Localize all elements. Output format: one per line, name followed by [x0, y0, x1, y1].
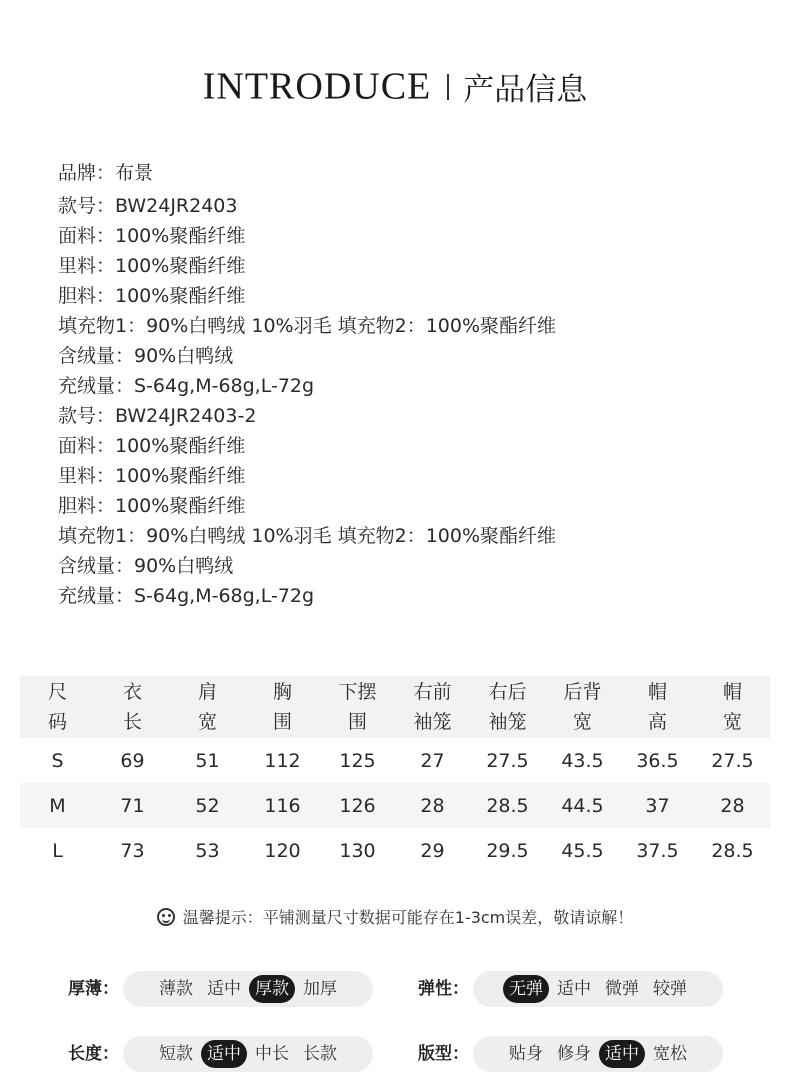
option-thin: 薄款: [159, 979, 193, 999]
column-header-line: 右前: [413, 681, 452, 703]
attribute-thickness: [68, 971, 378, 1007]
size-table: [20, 676, 770, 873]
table-row: [20, 783, 770, 828]
column-header-line: 围: [272, 711, 292, 733]
table-cell: 125: [339, 749, 376, 772]
option-pill: [473, 1036, 723, 1072]
spec-line: 面料：100%聚酯纤维: [58, 435, 246, 457]
table-cell: 29: [420, 839, 445, 862]
option-short: 短款: [159, 1044, 193, 1064]
attribute-label: 长度：: [68, 1044, 119, 1064]
spec-line: 里料：100%聚酯纤维: [58, 465, 246, 487]
column-header-line: 右后: [488, 681, 527, 703]
attribute-label: 弹性：: [418, 979, 469, 999]
column-header-line: 胸: [272, 681, 292, 703]
header-title-en: INTRODUCE: [202, 65, 432, 108]
column-header-line: 帽: [722, 681, 742, 703]
option-pill: [473, 971, 723, 1007]
tip-text: 温馨提示：平铺测量尺寸数据可能存在1-3cm误差，敬请谅解！: [182, 908, 634, 927]
spec-line: 填充物1：90%白鸭绒 10%羽毛 填充物2：100%聚酯纤维: [58, 315, 557, 337]
column-header: [320, 676, 395, 738]
option-thick-selected: 厚款: [249, 975, 295, 1003]
option-tight: 贴身: [509, 1044, 543, 1064]
table-cell: 44.5: [545, 783, 620, 828]
table-cell: 36.5: [636, 749, 679, 772]
table-cell: 53: [195, 839, 220, 862]
spec-line: 品牌：布景: [58, 162, 154, 184]
spec-line: 充绒量：S-64g,M-68g,L-72g: [58, 375, 315, 397]
table-cell: 29.5: [486, 839, 529, 862]
measurement-tip: [0, 905, 790, 928]
table-cell: L: [52, 839, 63, 862]
table-cell: 126: [320, 783, 395, 828]
column-header-line: 宽: [572, 711, 592, 733]
column-header-line: 尺: [47, 681, 67, 703]
option-slight-stretch: 微弹: [605, 979, 639, 999]
column-header-line: 袖笼: [413, 711, 452, 733]
column-header: [470, 676, 545, 738]
table-cell: 116: [245, 783, 320, 828]
column-header: [170, 676, 245, 738]
table-cell: 43.5: [561, 749, 604, 772]
table-cell: 130: [339, 839, 376, 862]
spec-line: 充绒量：S-64g,M-68g,L-72g: [58, 585, 315, 607]
column-header-line: 高: [647, 711, 667, 733]
attribute-elasticity: [418, 971, 728, 1007]
column-header-line: 长: [122, 711, 142, 733]
spec-line: 面料：100%聚酯纤维: [58, 225, 246, 247]
section-header: [0, 64, 790, 112]
column-header: [245, 676, 320, 738]
column-header-line: 袖笼: [488, 711, 527, 733]
column-header-line: 肩: [197, 681, 217, 703]
column-header: [20, 676, 95, 738]
table-cell: M: [20, 783, 95, 828]
table-cell: 28: [695, 783, 770, 828]
spec-line: 含绒量：90%白鸭绒: [58, 555, 234, 577]
attribute-label: 厚薄：: [68, 979, 119, 999]
table-cell: S: [51, 749, 64, 772]
column-header-line: 帽: [647, 681, 667, 703]
option-long: 长款: [303, 1044, 337, 1064]
table-cell: 71: [95, 783, 170, 828]
column-header-line: 宽: [197, 711, 217, 733]
spec-line: 款号：BW24JR2403: [58, 195, 238, 217]
column-header-line: 衣: [122, 681, 142, 703]
spec-line: 胆料：100%聚酯纤维: [58, 495, 246, 517]
option-pill: [123, 971, 373, 1007]
option-extra-thick: 加厚: [303, 979, 337, 999]
option-medium: 适中: [557, 979, 591, 999]
header-title-cn: 产品信息: [463, 72, 588, 108]
option-regular-selected: 适中: [599, 1040, 645, 1068]
table-row: [20, 828, 770, 873]
table-cell: 27.5: [711, 749, 754, 772]
spec-line: 款号：BW24JR2403-2: [58, 405, 257, 427]
option-more-stretch: 较弹: [653, 979, 687, 999]
table-row: [20, 738, 770, 783]
column-header-line: 码: [47, 711, 67, 733]
option-pill: [123, 1036, 373, 1072]
table-cell: 73: [120, 839, 145, 862]
table-cell: 69: [120, 749, 145, 772]
option-loose: 宽松: [653, 1044, 687, 1064]
attribute-length: [68, 1036, 378, 1072]
smile-icon: [157, 908, 175, 926]
column-header-line: 宽: [722, 711, 742, 733]
table-cell: 28.5: [711, 839, 754, 862]
table-cell: 112: [264, 749, 301, 772]
column-header-line: 围: [347, 711, 367, 733]
column-header: [695, 676, 770, 738]
table-cell: 27: [420, 749, 445, 772]
header-divider: [447, 74, 449, 100]
column-header: [395, 676, 470, 738]
size-table-header-row: [20, 676, 770, 738]
option-medium: 适中: [207, 979, 241, 999]
table-cell: 28.5: [470, 783, 545, 828]
column-header: [545, 676, 620, 738]
table-cell: 28: [395, 783, 470, 828]
table-cell: 37: [620, 783, 695, 828]
spec-list: [58, 158, 758, 611]
option-medium-selected: 适中: [201, 1040, 247, 1068]
option-slim: 修身: [557, 1044, 591, 1064]
column-header: [95, 676, 170, 738]
spec-line: 里料：100%聚酯纤维: [58, 255, 246, 277]
column-header-line: 下摆: [338, 681, 377, 703]
column-header: [620, 676, 695, 738]
table-cell: 51: [195, 749, 220, 772]
table-cell: 37.5: [636, 839, 679, 862]
spec-line: 填充物1：90%白鸭绒 10%羽毛 填充物2：100%聚酯纤维: [58, 525, 557, 547]
attribute-label: 版型：: [418, 1044, 469, 1064]
attribute-fit: [418, 1036, 728, 1072]
table-cell: 45.5: [561, 839, 604, 862]
option-mid-long: 中长: [255, 1044, 289, 1064]
table-cell: 27.5: [486, 749, 529, 772]
spec-line: 含绒量：90%白鸭绒: [58, 345, 234, 367]
spec-line: 胆料：100%聚酯纤维: [58, 285, 246, 307]
column-header-line: 后背: [563, 681, 602, 703]
table-cell: 120: [264, 839, 301, 862]
option-no-stretch-selected: 无弹: [503, 975, 549, 1003]
table-cell: 52: [170, 783, 245, 828]
